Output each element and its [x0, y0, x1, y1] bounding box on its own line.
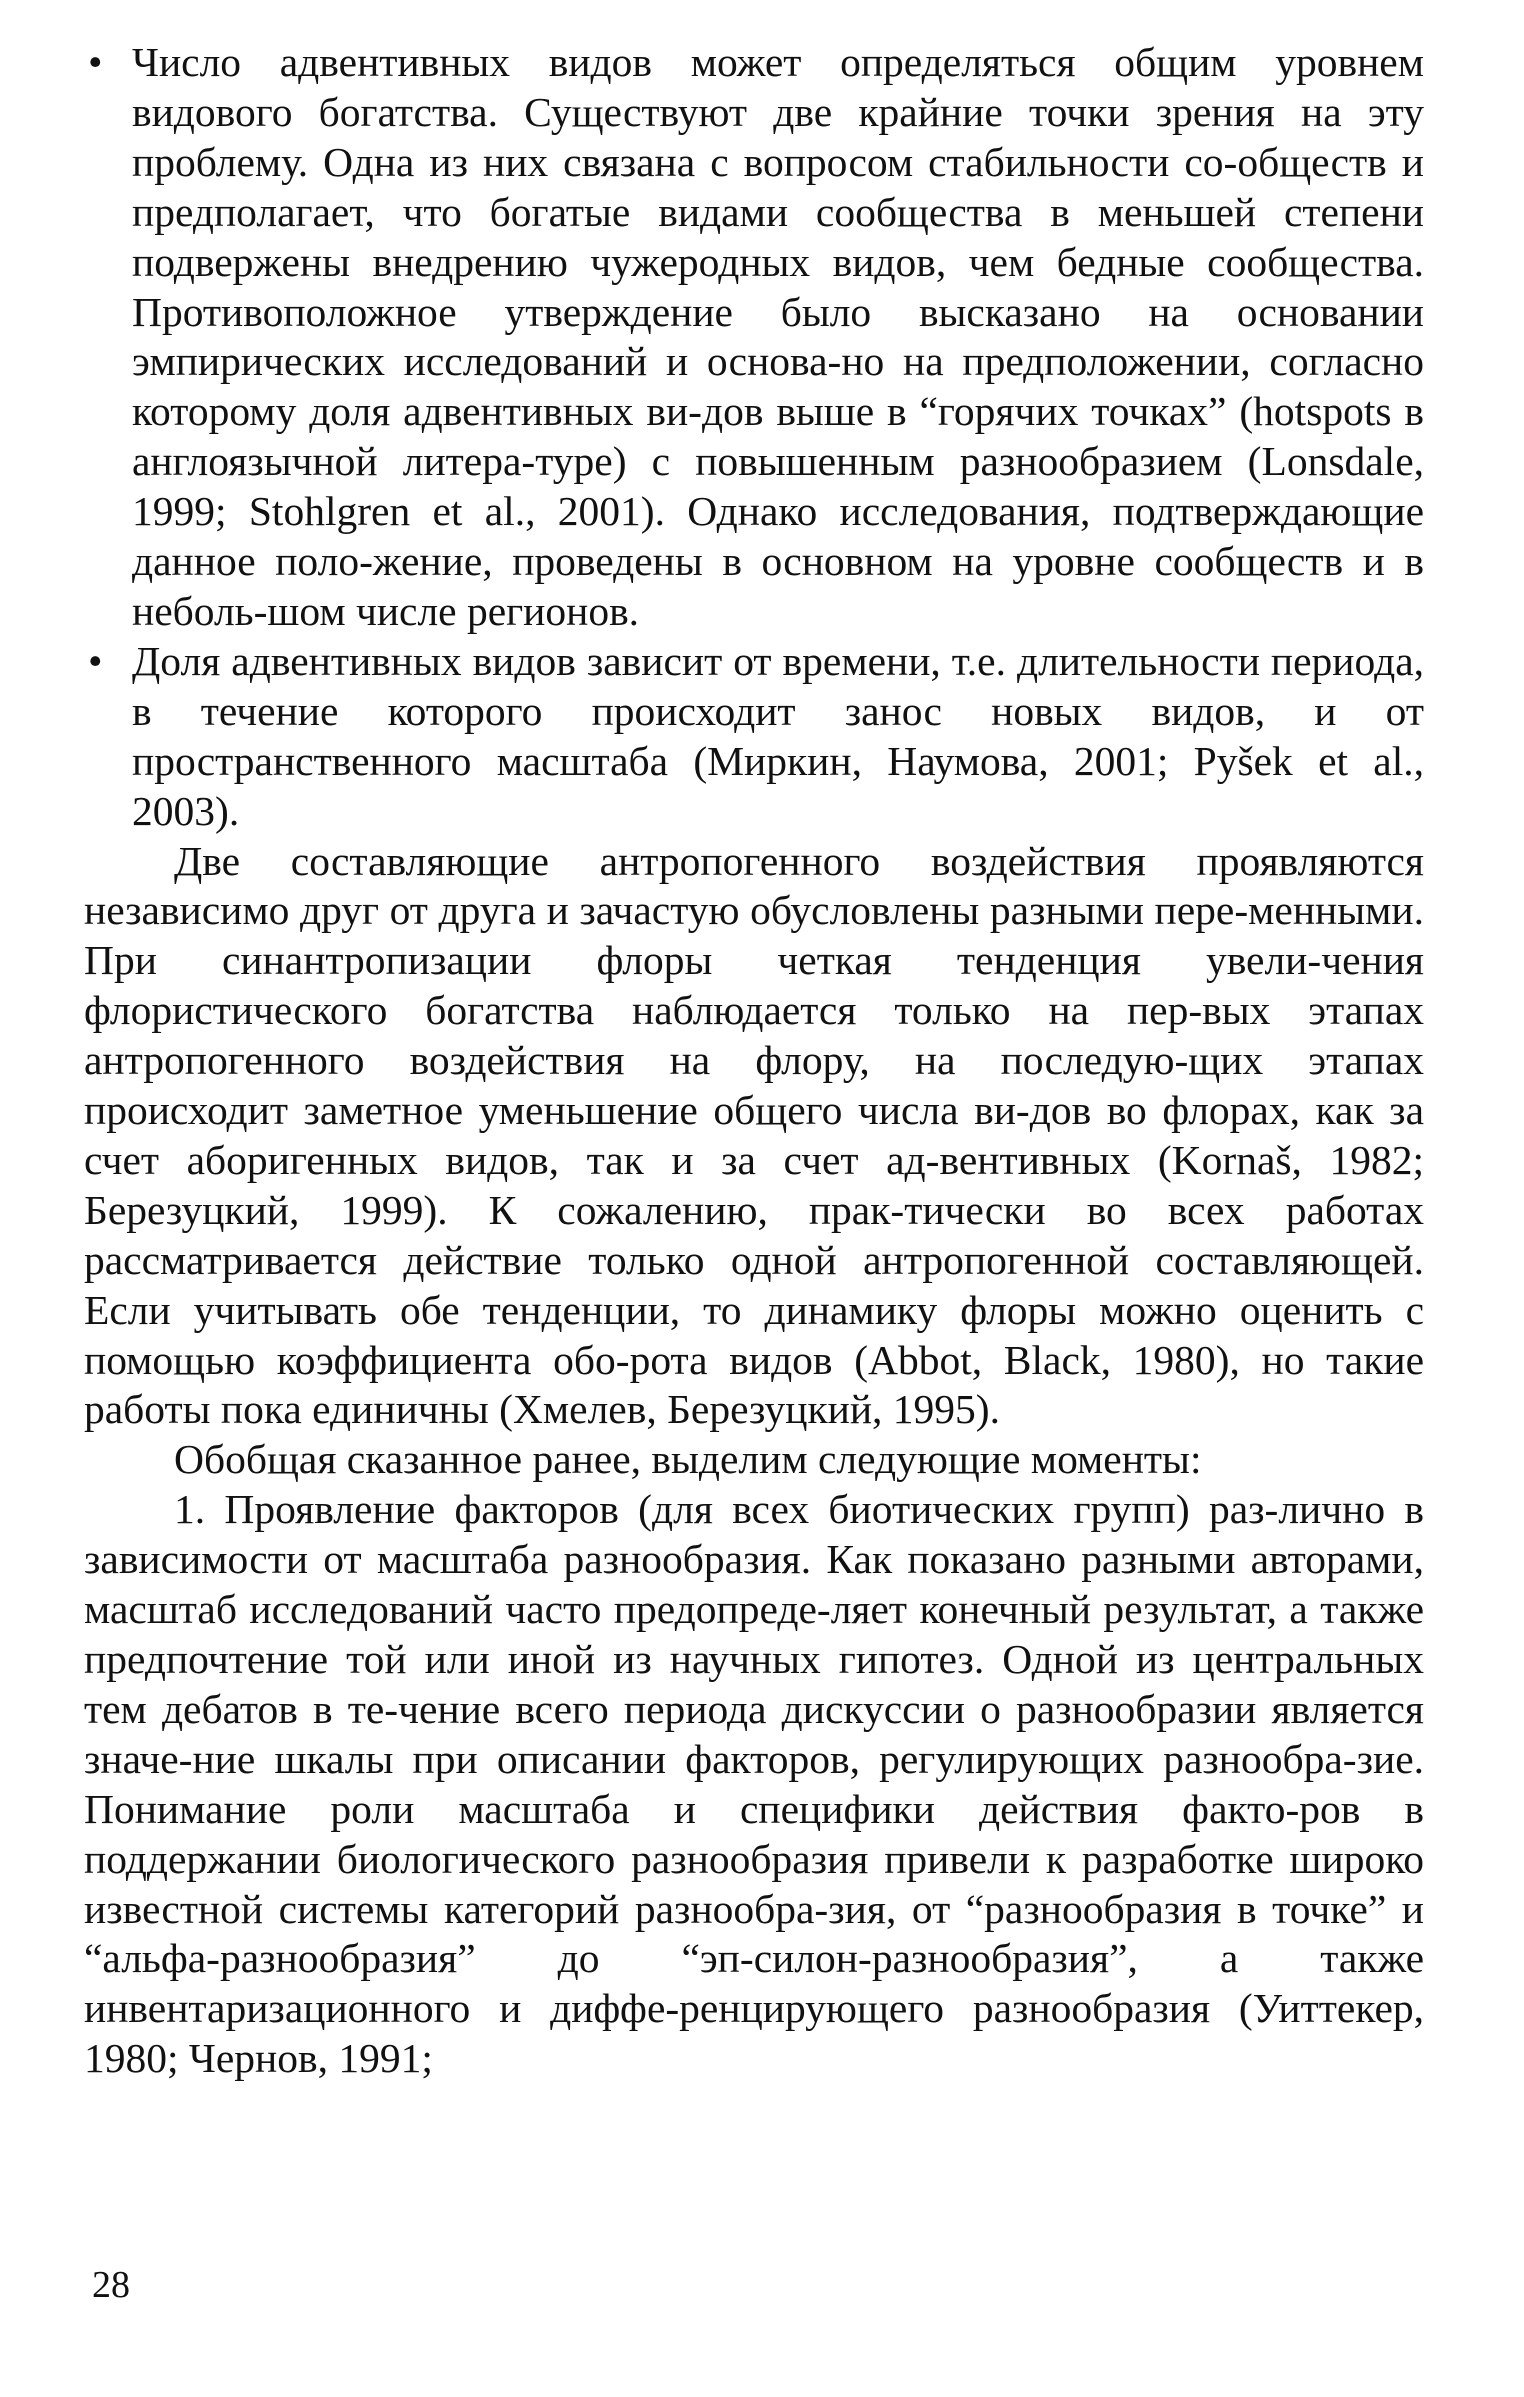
bullet-item [84, 38, 1424, 637]
paragraph-point-1: 1. Проявление факторов (для всех биотических групп) раз-лично в зависимости от масштаба разнообразия. Как показано разными авторами, масштаб исследований часто предопреде-ляет конечный результат, а также предпочтение той или иной из научных гипотез. Одной из центральных тем дебатов в те-чение всего периода дискуссии о разнообразии является значе-ние шкалы при описании факторов, регулирующих разнообра-зие. Понимание роли масштаба и специфики действия факто-ров в поддержании биологического разнообразия привели к разработке широко известной системы категорий разнообра-зия, от “разнообразия в точке” и “альфа-разнообразия” до “эп-силон-разнообразия”, а также инвентаризационного и диффе-ренцирующего разнообразия (Уиттекер, 1980; Чернов, 1991; [84, 1486, 1424, 2082]
page-number: 28 [92, 2264, 130, 2306]
paragraph-summary-intro: Обобщая сказанное ранее, выделим следующие моменты: [174, 1436, 1202, 1483]
page-text [84, 38, 1424, 2084]
bullet-text: Число адвентивных видов может определяться общим уровнем видового богатства. Существуют две крайние точки зрения на эту проблему. Одна из них связана с вопросом стабильности со-обществ и предполагает, что богатые видами сообщества в меньшей степени подвержены внедрению чужеродных видов, чем бедные сообщества. Противоположное утверждение было высказано на основании эмпирических исследований и основа-но на предположении, согласно которому доля адвентивных ви-дов выше в “горячих точках” (hotspots в англоязычной литера-туре) с повышенным разнообразием (Lonsdale, 1999; Stohlgren et al., 2001). Однако исследования, подтверждающие данное поло-жение, проведены в основном на уровне сообществ и в неболь-шом числе регионов. [132, 39, 1424, 634]
bullet-text: Доля адвентивных видов зависит от времени, т.е. длительности периода, в течение которого происходит занос новых видов, и от пространственного масштаба (Миркин, Наумова, 2001; Pyšek et al., 2003). [132, 637, 1424, 834]
paragraph-anthropogenic: Две составляющие антропогенного воздействия проявляются независимо друг от друга и зачастую обусловлены разными пере-менными. При синантропизации флоры четкая тенденция увели-чения флористического богатства наблюдается только на пер-вых этапах антропогенного воздействия на флору, на последую-щих этапах происходит заметное уменьшение общего числа ви-дов во флорах, как за счет аборигенных видов, так и за счет ад-вентивных (Kornaš, 1982; Березуцкий, 1999). К сожалению, прак-тически во всех работах рассматривается действие только одной антропогенной составляющей. Если учитывать обе тенденции, то динамику флоры можно оценить с помощью коэффициента обо-рота видов (Abbot, Black, 1980), но такие работы пока единичны (Хмелев, Березуцкий, 1995). [84, 837, 1424, 1433]
bullet-icon: • [88, 637, 103, 684]
bullet-item [84, 637, 1424, 837]
bullet-icon: • [88, 39, 103, 85]
